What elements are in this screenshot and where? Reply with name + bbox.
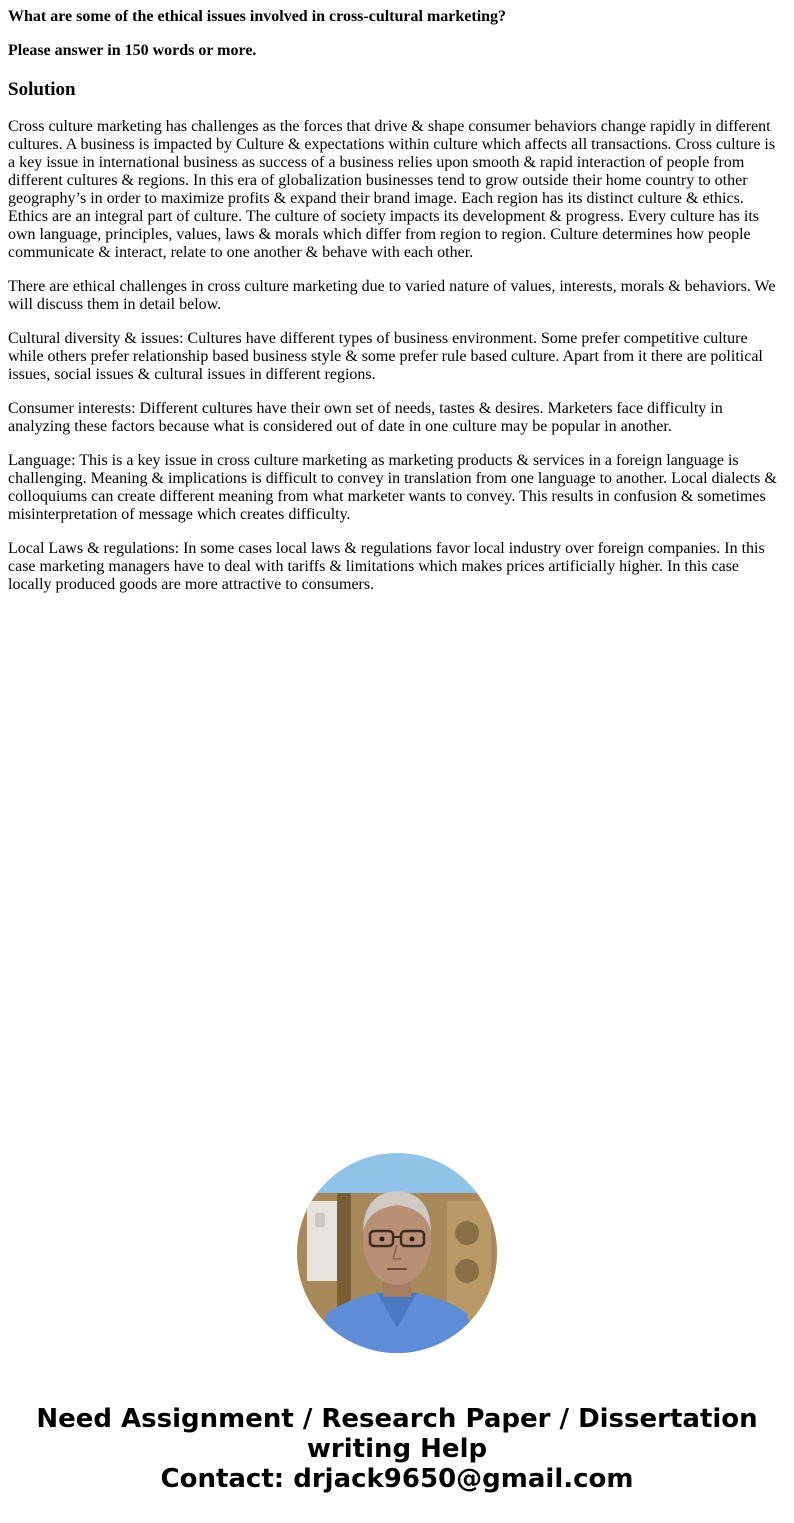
promo-line: writing Help: [306, 1434, 488, 1464]
promo-contact: Contact: drjack9650@gmail.com: [160, 1464, 634, 1494]
solution-paragraph: Consumer interests: Different cultures have their own set of needs, tastes & desires. Marketers face difficulty in analyzing these factors because what is considered out of date in one culture may be popular in another.: [8, 400, 723, 435]
solution-paragraph: Cross culture marketing has challenges as the forces that drive & shape consumer behaviors change rapidly in different cultures. A business is impacted by Culture & expectations within culture which affects all transactions. Cross culture is a key issue in international business as success of a business relies upon smooth & rapid interaction of people from different cultures & regions. In this era of globalization businesses tend to grow outside their home country to other geography’s in order to maximize profits & expand their brand image. Each region has its distinct culture & ethics. Ethics are an integral part of culture. The culture of society impacts its development & progress. Every culture has its own language, principles, values, laws & morals which differ from region to region. Culture determines how people communicate & interact, relate to one another & behave with each other.: [8, 118, 776, 261]
solution-paragraph: Cultural diversity & issues: Cultures have different types of business environment. Some prefer competitive culture while others prefer relationship based business style & some prefer rule based culture. Apart from it there are political issues, social issues & cultural issues in different regions.: [8, 330, 763, 383]
question-title: What are some of the ethical issues involved in cross-cultural marketing?: [8, 8, 507, 25]
solution-paragraph: There are ethical challenges in cross culture marketing due to varied nature of values, interests, morals & behaviors. We will discuss them in detail below.: [8, 278, 776, 313]
author-photo-icon: [297, 1153, 497, 1353]
document-body: [8, 0, 780, 594]
author-photo: [297, 1153, 497, 1353]
question-instruction: Please answer in 150 words or more.: [8, 42, 257, 59]
solution-paragraph: Local Laws & regulations: In some cases local laws & regulations favor local industry over foreign companies. In this case marketing managers have to deal with tariffs & limitations which makes prices artificially higher. In this case locally produced goods are more attractive to consumers.: [8, 540, 765, 593]
promo-line: Need Assignment / Research Paper / Dissertation: [36, 1404, 758, 1434]
solution-paragraph: Language: This is a key issue in cross culture marketing as marketing products & services in a foreign language is challenging. Meaning & implications is difficult to convey in translation from one language to another. Local dialects & colloquiums can create different meaning from what marketer wants to convey. This results in confusion & sometimes misinterpretation of message which creates difficulty.: [8, 452, 777, 523]
solution-heading: Solution: [8, 79, 76, 100]
promo-banner: [0, 1404, 794, 1494]
